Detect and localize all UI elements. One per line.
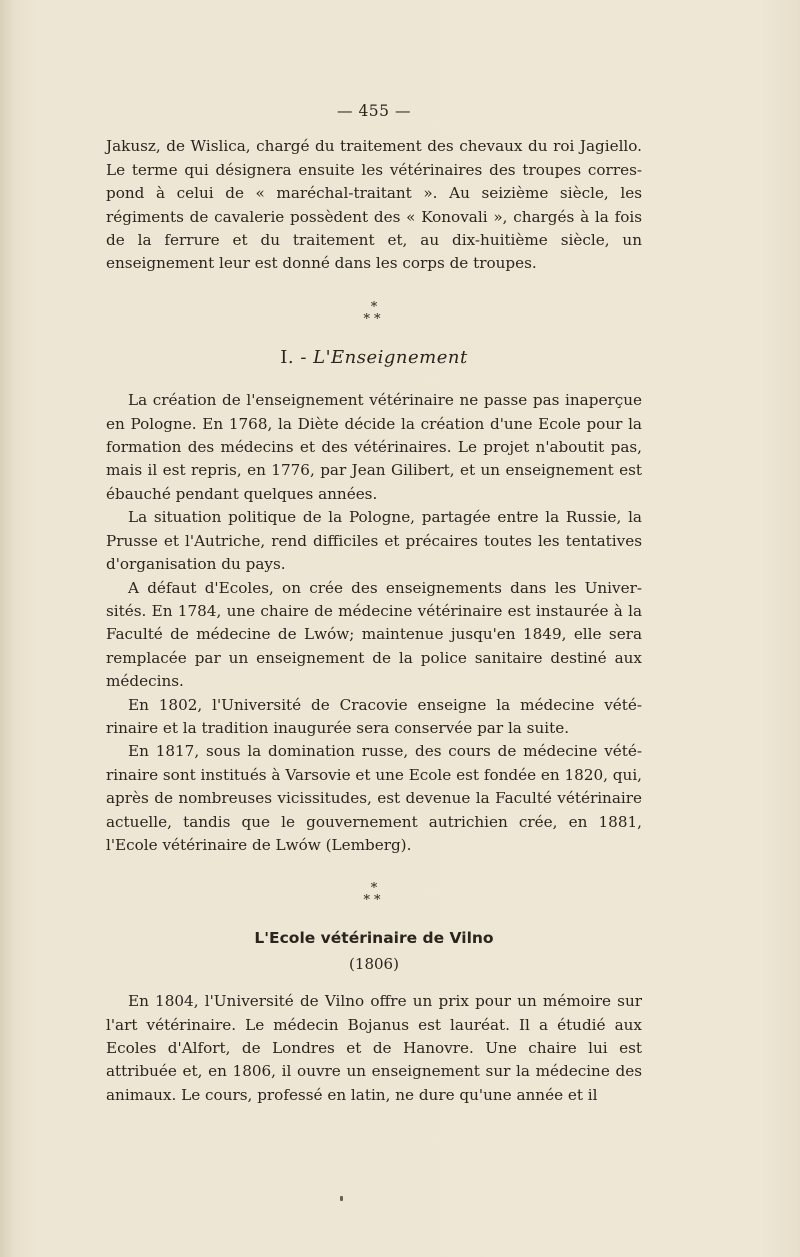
asterism-top-2: * — [370, 881, 378, 897]
section-paragraph-4: En 1802, l'Université de Cracovie enseigne la médecine vétérinaire et la tradition inaugurée sera conservée par la suite. — [106, 695, 642, 737]
asterism-bottom: ** — [363, 311, 385, 327]
asterism-divider-2 — [106, 883, 642, 907]
asterism-top: * — [370, 299, 378, 315]
paper-speck — [340, 1196, 343, 1201]
intro-paragraph: Jakusz, de Wislica, chargé du traitement des chevaux du roi Jagiello. Le terme qui désignera ensuite les vétérinaires des troupes correspond à celui de « maréchal-traitant ». Au seizième siècle, les régiments de cavalerie possèdent des « Konovali », chargés à la fois de la ferrure et du traitement et, au dix-huitième siècle, un enseignement leur est donné dans les corps de troupes. — [106, 137, 642, 273]
section-paragraph-5: En 1817, sous la domination russe, des cours de médecine vétérinaire sont institués à Varsovie et une Ecole est fondée en 1820, qui, après de nombreuses vicissitudes, est devenue la Faculté vétérinaire actuelle, tandis que le gouvernement autrichien crée, en 1881, l'Ecole vétérinaire de Lwów (Lemberg). — [106, 742, 642, 854]
section-title: L'Enseignement — [313, 346, 468, 368]
subsection-year: (1806) — [349, 954, 399, 973]
asterism-divider — [106, 299, 642, 327]
section-paragraph-3: A défaut d'Ecoles, on crée des enseignements dans les Universités. En 1784, une chaire de médecine vétérinaire est instaurée à la Faculté de médecine de Lwów; maintenue jusqu'en 1849, elle sera remplacée par un enseignement de la police sanitaire destiné aux médecins. — [106, 578, 642, 691]
subsection-paragraph: En 1804, l'Université de Vilno offre un prix pour un mémoire sur l'art vétérinaire. Le médecin Bojanus est lauréat. Il a étudié aux Ecoles d'Alfort, de Londres et de Hanovre. Une chaire lui est attribuée et, en 1806, il ouvre un enseignement sur la médecine des animaux. Le cours, professé en latin, ne dure qu'une année et il — [106, 992, 642, 1104]
section-paragraph-2: La situation politique de la Pologne, partagée entre la Russie, la Prusse et l'Autriche, rend difficiles et précaires toutes les tentatives d'organisation du pays. — [106, 508, 642, 574]
subsection-title: L'Ecole vétérinaire de Vilno — [254, 929, 494, 948]
section-number: I. - — [280, 346, 314, 368]
section-heading — [106, 346, 642, 369]
page-content — [106, 100, 642, 1107]
page-number: — 455 — — [337, 102, 411, 120]
section-paragraph-1: La création de l'enseignement vétérinaire ne passe pas inaperçue en Pologne. En 1768, la Diète décide la création d'une Ecole pour la formation des médecins et des vétérinaires. Le projet n'aboutit pas, mais il est repris, en 1776, par Jean Gilibert, et un enseignement est ébauché pendant quelques années. — [106, 391, 642, 503]
asterism-bottom-2: ** — [363, 893, 385, 909]
